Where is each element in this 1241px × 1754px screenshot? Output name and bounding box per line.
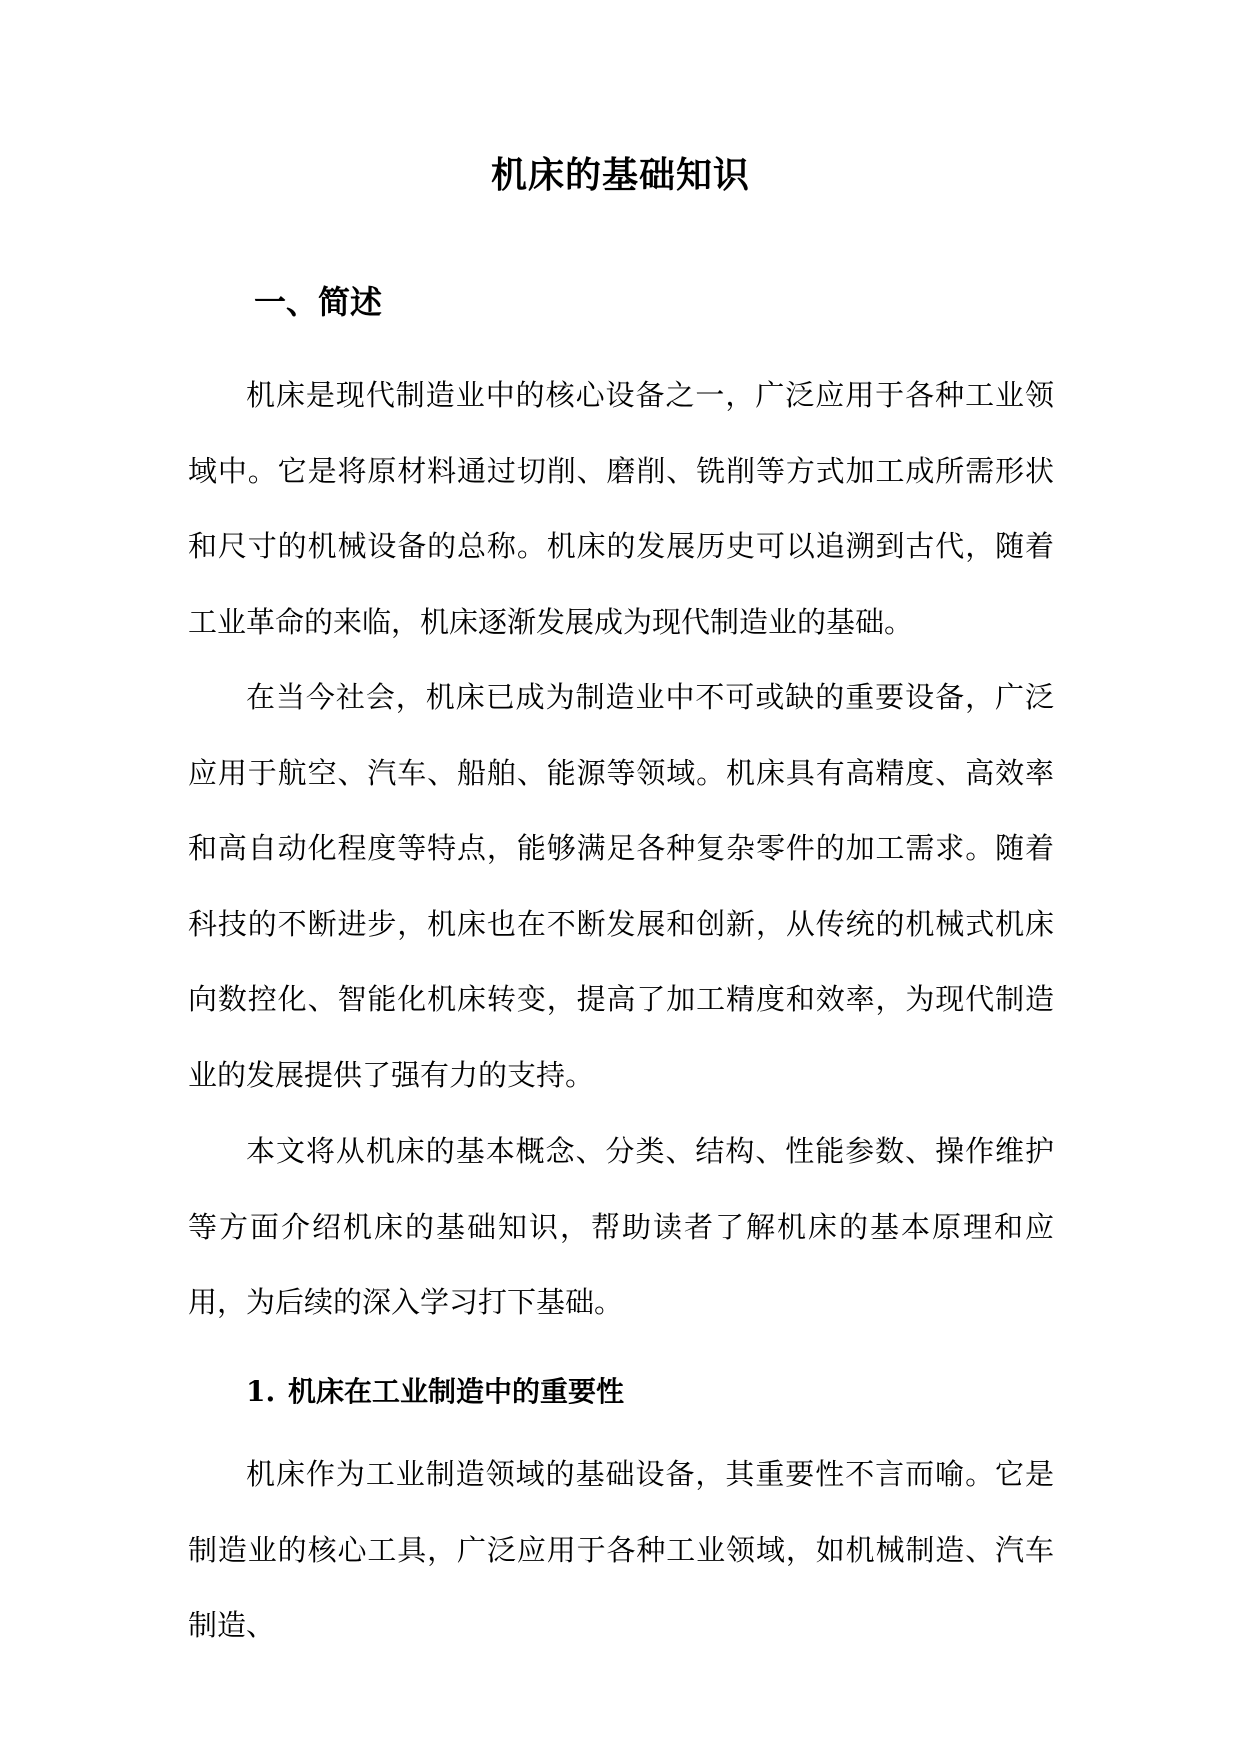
subsection-number: 1.: [246, 1375, 276, 1408]
paragraph-importance: 机床作为工业制造领域的基础设备，其重要性不言而喻。它是制造业的核心工具，广泛应用于各种工业领域，如机械制造、汽车制造、: [188, 1457, 1054, 1642]
subsection-heading-importance: [246, 1372, 624, 1412]
section-heading-overview: 一、简述: [254, 283, 383, 321]
paragraph-modern-usage: 在当今社会，机床已成为制造业中不可或缺的重要设备，广泛应用于航空、汽车、船舶、能源等领域。机床具有高精度、高效率和高自动化程度等特点，能够满足各种复杂零件的加工需求。随着科技的不断进步，机床也在不断发展和创新，从传统的机械式机床向数控化、智能化机床转变，提高了加工精度和效率，为现代制造业的发展提供了强有力的支持。: [188, 680, 1054, 1092]
paragraph-article-scope: 本文将从机床的基本概念、分类、结构、性能参数、操作维护等方面介绍机床的基础知识，帮助读者了解机床的基本原理和应用，为后续的深入学习打下基础。: [188, 1134, 1054, 1319]
document-title: 机床的基础知识: [490, 154, 750, 196]
subsection-title: 机床在工业制造中的重要性: [288, 1375, 625, 1408]
paragraph-intro: 机床是现代制造业中的核心设备之一，广泛应用于各种工业领域中。它是将原材料通过切削、磨削、铣削等方式加工成所需形状和尺寸的机械设备的总称。机床的发展历史可以追溯到古代，随着工业革命的来临，机床逐渐发展成为现代制造业的基础。: [188, 378, 1054, 639]
